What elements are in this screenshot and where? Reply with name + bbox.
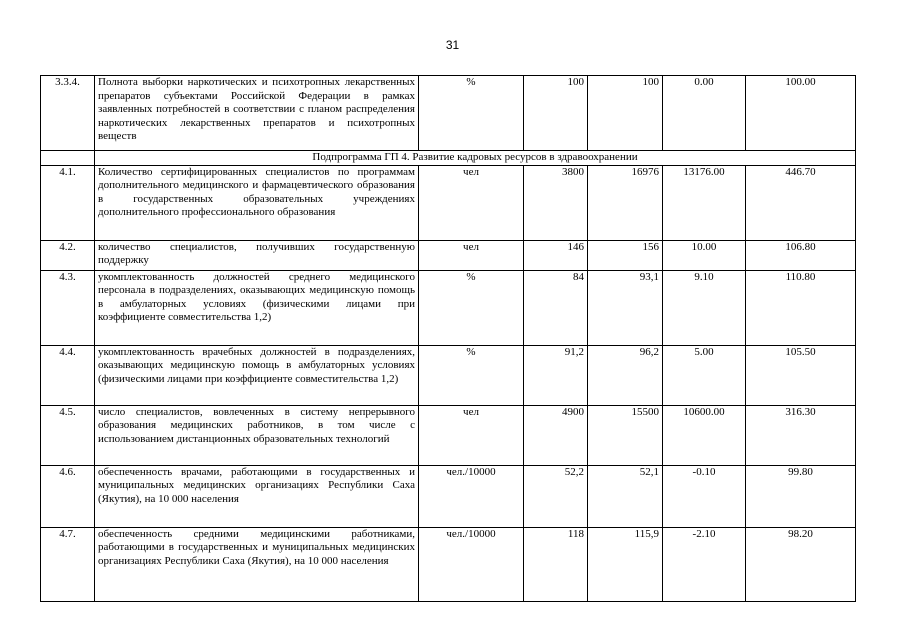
indicator-description: число специалистов, вовлеченных в систему непрерывного образования медицинских работников, в том числе с использованием дистанционных образовательных технологий	[95, 405, 419, 465]
unit-cell: %	[419, 76, 524, 151]
percent-value: 110.80	[746, 270, 856, 345]
fact-value: 96,2	[588, 345, 663, 405]
section-row	[41, 151, 856, 166]
percent-value: 106.80	[746, 240, 856, 270]
table-row	[41, 165, 856, 240]
indicator-description: укомплектованность должностей среднего медицинского персонала в подразделениях, оказывающих медицинскую помощь в амбулаторных условиях (физическими лицами при коэффициенте совместительства 1,2)	[95, 270, 419, 345]
unit-cell: чел	[419, 240, 524, 270]
plan-value: 91,2	[524, 345, 588, 405]
deviation-value: -0.10	[663, 465, 746, 527]
unit-cell: чел./10000	[419, 465, 524, 527]
deviation-value: 10.00	[663, 240, 746, 270]
indicator-description: обеспеченность врачами, работающими в государственных и муниципальных медицинских организациях Республики Саха (Якутия), на 10 000 населения	[95, 465, 419, 527]
fact-value: 100	[588, 76, 663, 151]
row-number: 4.3.	[41, 270, 95, 345]
indicator-description: количество специалистов, получивших государственную поддержку	[95, 240, 419, 270]
unit-cell: чел./10000	[419, 527, 524, 601]
fact-value: 15500	[588, 405, 663, 465]
plan-value: 100	[524, 76, 588, 151]
indicator-description: Количество сертифицированных специалистов по программам дополнительного медицинского и фармацевтического образования в государственных образовательных учреждениях дополнительного профессионального образования	[95, 165, 419, 240]
percent-value: 98.20	[746, 527, 856, 601]
fact-value: 115,9	[588, 527, 663, 601]
deviation-value: 9.10	[663, 270, 746, 345]
plan-value: 84	[524, 270, 588, 345]
row-number: 4.4.	[41, 345, 95, 405]
row-number: 4.1.	[41, 165, 95, 240]
row-number: 4.5.	[41, 405, 95, 465]
row-number: 3.3.4.	[41, 76, 95, 151]
row-number: 4.7.	[41, 527, 95, 601]
indicators-table	[40, 75, 856, 602]
table-row	[41, 270, 856, 345]
indicator-description: обеспеченность средними медицинскими работниками, работающими в государственных и муниципальных медицинских организациях Республики Саха (Якутия), на 10 000 населения	[95, 527, 419, 601]
percent-value: 100.00	[746, 76, 856, 151]
table-row	[41, 465, 856, 527]
unit-cell: %	[419, 270, 524, 345]
fact-value: 156	[588, 240, 663, 270]
table-row	[41, 405, 856, 465]
plan-value: 118	[524, 527, 588, 601]
row-number: 4.6.	[41, 465, 95, 527]
percent-value: 105.50	[746, 345, 856, 405]
row-number: 4.2.	[41, 240, 95, 270]
plan-value: 52,2	[524, 465, 588, 527]
table-row	[41, 76, 856, 151]
table-row	[41, 345, 856, 405]
unit-cell: чел	[419, 165, 524, 240]
deviation-value: 13176.00	[663, 165, 746, 240]
table-row	[41, 240, 856, 270]
page-number: 31	[445, 38, 460, 52]
deviation-value: 0.00	[663, 76, 746, 151]
percent-value: 99.80	[746, 465, 856, 527]
section-number-cell	[41, 151, 95, 166]
section-title: Подпрограмма ГП 4. Развитие кадровых ресурсов в здравоохранении	[95, 151, 856, 166]
indicator-description: укомплектованность врачебных должностей в подразделениях, оказывающих медицинскую помощь в амбулаторных условиях (физическими лицами при коэффициенте совместительства 1,2)	[95, 345, 419, 405]
deviation-value: 10600.00	[663, 405, 746, 465]
fact-value: 93,1	[588, 270, 663, 345]
plan-value: 4900	[524, 405, 588, 465]
table-row	[41, 527, 856, 601]
percent-value: 316.30	[746, 405, 856, 465]
percent-value: 446.70	[746, 165, 856, 240]
unit-cell: %	[419, 345, 524, 405]
plan-value: 3800	[524, 165, 588, 240]
unit-cell: чел	[419, 405, 524, 465]
deviation-value: 5.00	[663, 345, 746, 405]
plan-value: 146	[524, 240, 588, 270]
fact-value: 52,1	[588, 465, 663, 527]
fact-value: 16976	[588, 165, 663, 240]
indicator-description: Полнота выборки наркотических и психотропных лекарственных препаратов субъектами Российской Федерации в рамках заявленных потребностей в соответствии с планом распределения наркотических лекарственных препаратов и психотропных веществ	[95, 76, 419, 151]
deviation-value: -2.10	[663, 527, 746, 601]
